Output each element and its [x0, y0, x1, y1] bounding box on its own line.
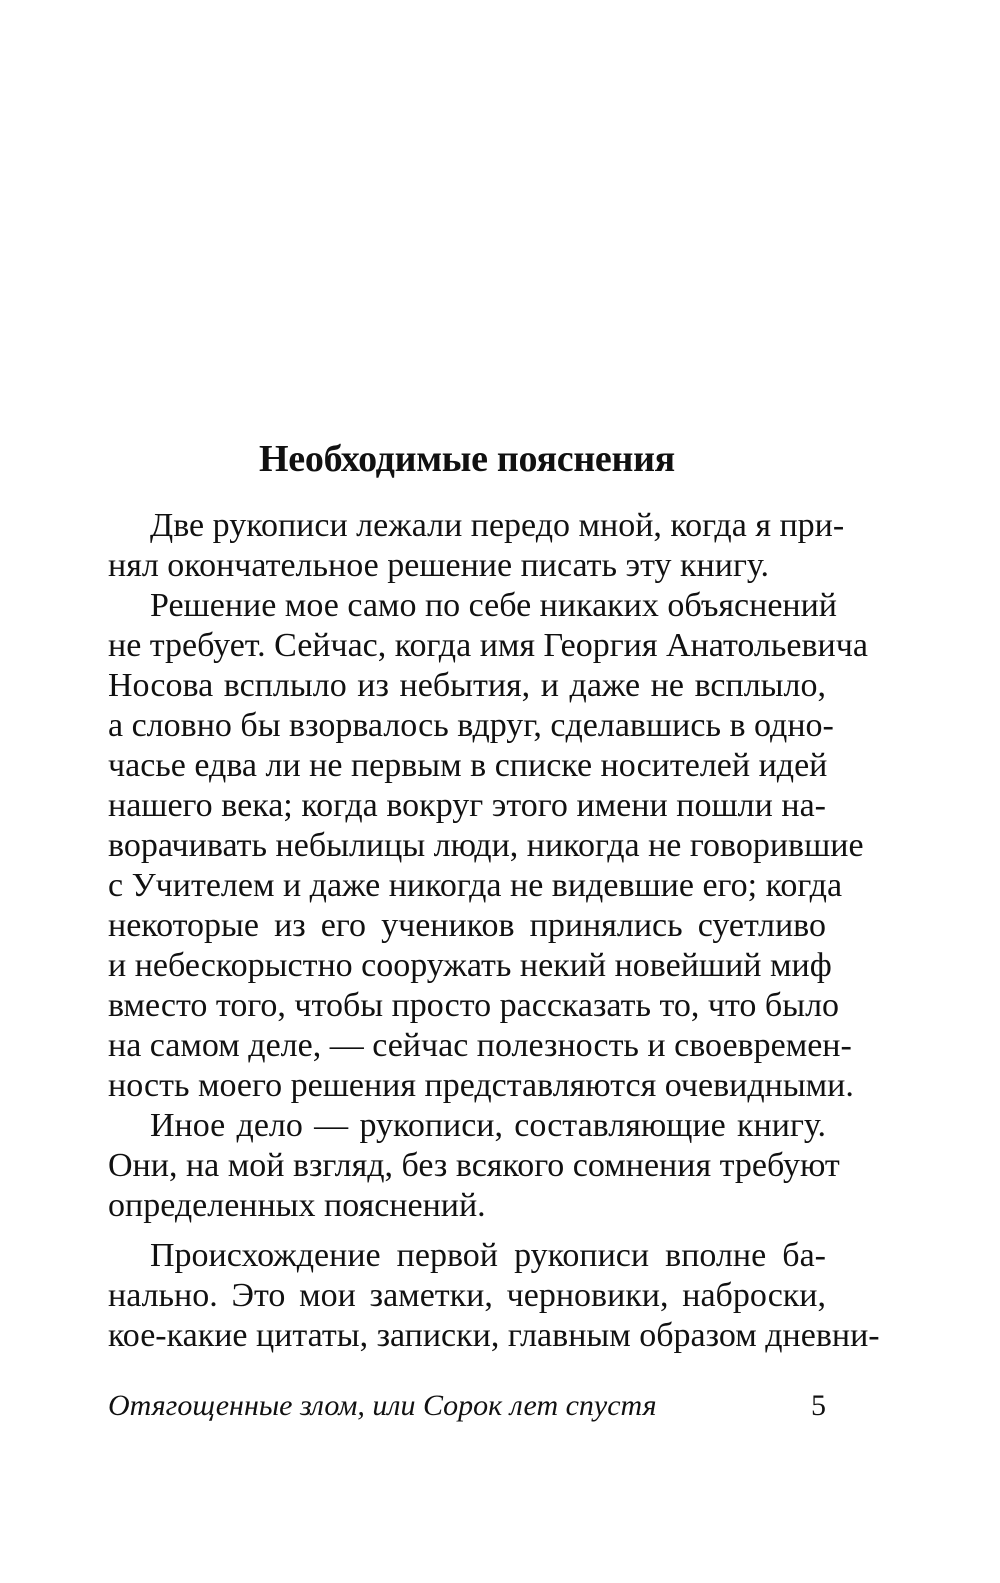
body-text	[108, 506, 880, 1356]
text-line: на самом деле, — сейчас полезность и своевремен-	[108, 1027, 852, 1064]
text-line: Две рукописи лежали передо мной, когда я при-	[150, 507, 845, 544]
text-line: Носова всплыло из небытия, и даже не всплыло,	[108, 667, 826, 704]
text-line: с Учителем и даже никогда не видевшие его; когда	[108, 867, 843, 904]
paragraph	[108, 506, 845, 586]
text-line: Происхождение первой рукописи вполне ба-	[150, 1237, 826, 1274]
running-title: Отягощенные злом, или Сорок лет спустя	[108, 1389, 657, 1422]
text-line: нял окончательное решение писать эту книгу.	[108, 547, 769, 584]
text-line: не требует. Сейчас, когда имя Георгия Анатольевича	[108, 627, 868, 664]
chapter-heading: Необходимые пояснения	[259, 438, 675, 480]
text-line: ворачивать небылицы люди, никогда не говорившие	[108, 827, 864, 864]
page-number: 5	[811, 1389, 826, 1422]
text-line: Решение мое само по себе никаких объяснений	[150, 587, 838, 624]
text-line: определенных пояснений.	[108, 1187, 486, 1224]
paragraph	[108, 586, 868, 1106]
text-line: ность моего решения представляются очевидными.	[108, 1067, 854, 1104]
text-line: Иное дело — рукописи, составляющие книгу.	[150, 1107, 826, 1144]
page-footer	[108, 1383, 826, 1429]
text-line: кое-какие цитаты, записки, главным образом дневни-	[108, 1317, 880, 1354]
text-line: нашего века; когда вокруг этого имени пошли на-	[108, 787, 826, 824]
text-line: и небескорыстно сооружать некий новейший миф	[108, 947, 832, 984]
text-line: нально. Это мои заметки, черновики, наброски,	[108, 1277, 826, 1314]
text-line: некоторые из его учеников принялись суетливо	[108, 907, 826, 944]
text-line: Они, на мой взгляд, без всякого сомнения требуют	[108, 1147, 840, 1184]
paragraph	[108, 1106, 840, 1226]
text-line: а словно бы взорвалось вдруг, сделавшись в одно-	[108, 707, 834, 744]
text-line: часье едва ли не первым в списке носителей идей	[108, 747, 828, 784]
text-line: вместо того, чтобы просто рассказать то, что было	[108, 987, 840, 1024]
paragraph	[108, 1236, 880, 1356]
